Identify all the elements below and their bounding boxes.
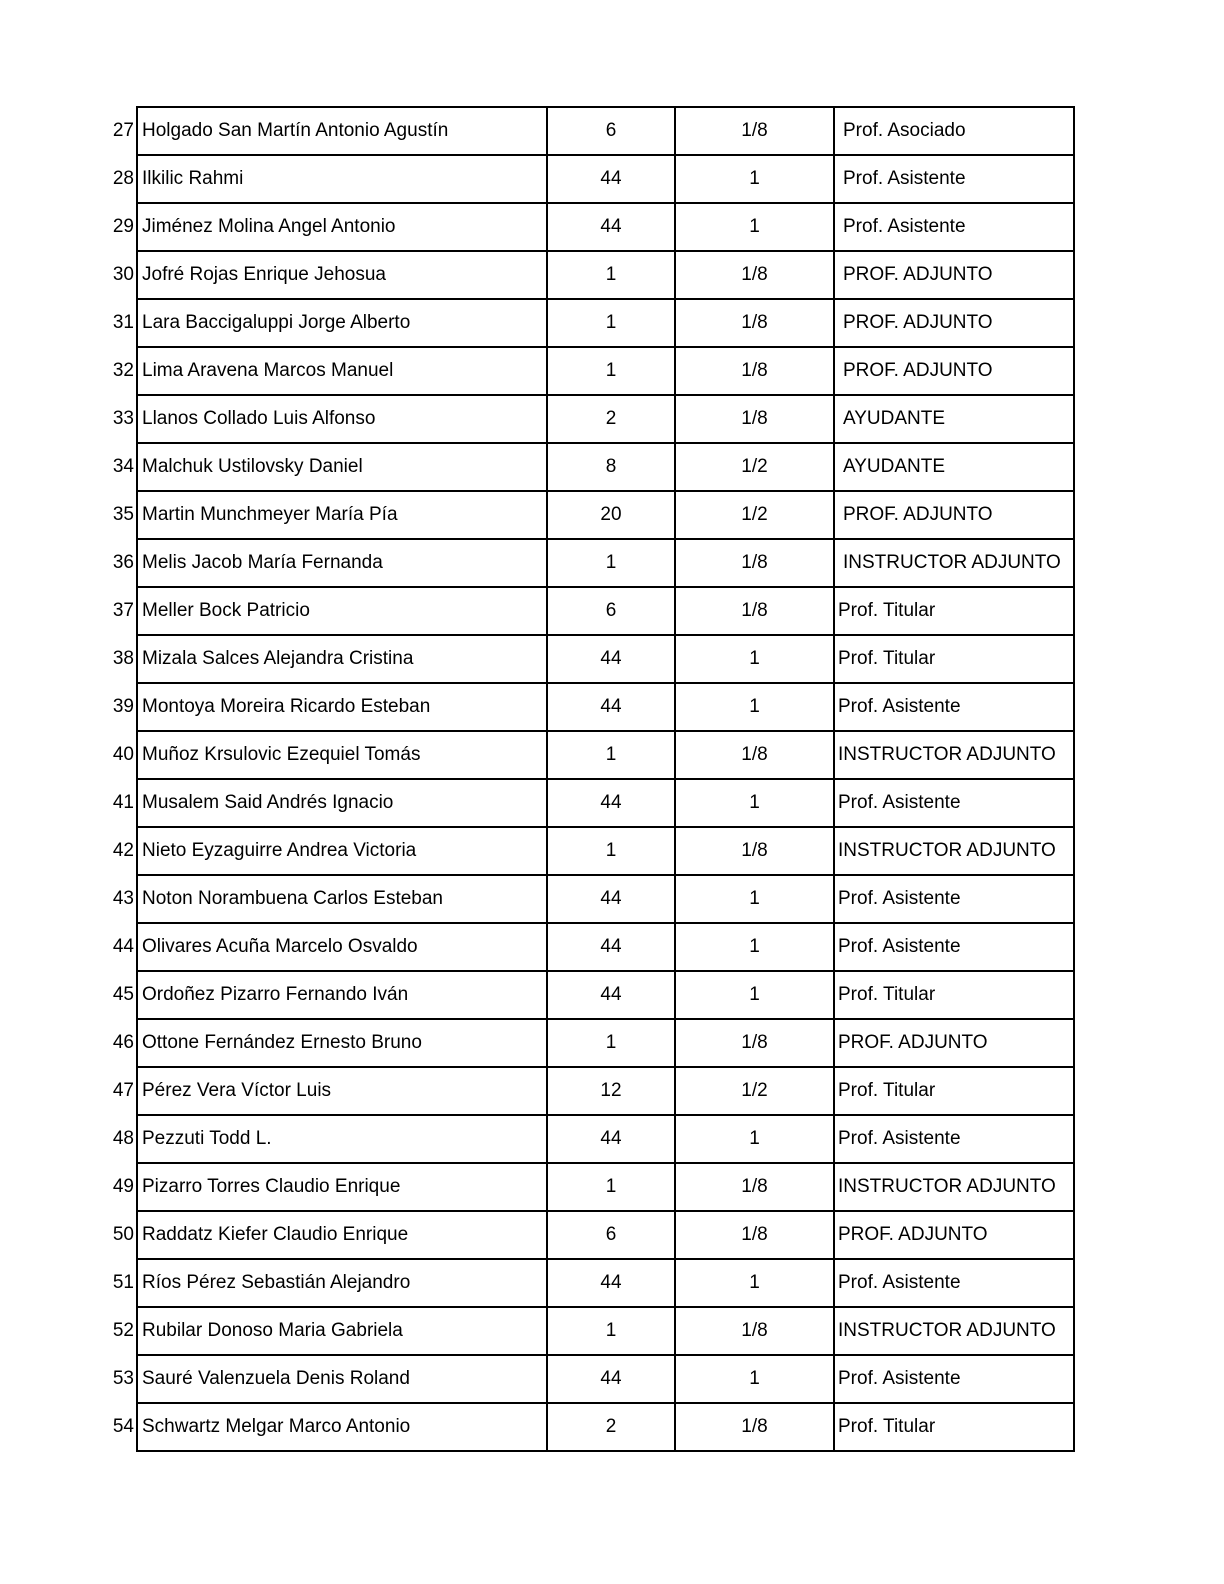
table-row <box>103 875 1074 923</box>
rank-label: Prof. Asistente <box>838 1368 961 1389</box>
hours-cell: 1 <box>547 1163 675 1211</box>
hours-cell: 44 <box>547 779 675 827</box>
rank-label: INSTRUCTOR ADJUNTO <box>843 552 1061 573</box>
jornada-cell: 1/8 <box>675 1019 834 1067</box>
person-name-cell: Ilkilic Rahmi <box>137 155 547 203</box>
hours-cell: 1 <box>547 299 675 347</box>
row-number: 42 <box>112 840 134 861</box>
table-row <box>103 443 1074 491</box>
person-name-cell: Pérez Vera Víctor Luis <box>137 1067 547 1115</box>
rank-label: Prof. Asistente <box>838 792 961 813</box>
rank-label: Prof. Asistente <box>843 216 966 237</box>
rank-cell <box>834 1403 1074 1451</box>
hours-cell: 2 <box>547 1403 675 1451</box>
hours-cell: 2 <box>547 395 675 443</box>
table-row <box>103 1211 1074 1259</box>
person-name-cell: Muñoz Krsulovic Ezequiel Tomás <box>137 731 547 779</box>
faculty-table-body <box>103 107 1074 1451</box>
person-name-cell: Pizarro Torres Claudio Enrique <box>137 1163 547 1211</box>
person-name-cell: Llanos Collado Luis Alfonso <box>137 395 547 443</box>
table-row <box>103 1115 1074 1163</box>
row-number: 49 <box>112 1176 134 1197</box>
jornada-cell: 1/8 <box>675 1211 834 1259</box>
rank-cell <box>834 923 1074 971</box>
jornada-cell: 1/8 <box>675 299 834 347</box>
table-row <box>103 683 1074 731</box>
rank-cell <box>834 1067 1074 1115</box>
row-number: 30 <box>112 264 134 285</box>
person-name-cell: Lima Aravena Marcos Manuel <box>137 347 547 395</box>
person-name-cell: Malchuk Ustilovsky Daniel <box>137 443 547 491</box>
table-row <box>103 299 1074 347</box>
jornada-cell: 1 <box>675 875 834 923</box>
person-name-cell: Lara Baccigaluppi Jorge Alberto <box>137 299 547 347</box>
hours-cell: 44 <box>547 875 675 923</box>
table-row <box>103 1163 1074 1211</box>
jornada-cell: 1 <box>675 635 834 683</box>
jornada-cell: 1/8 <box>675 827 834 875</box>
rank-cell <box>834 683 1074 731</box>
rank-label: Prof. Asistente <box>843 168 966 189</box>
row-number: 36 <box>112 552 134 573</box>
rank-label: Prof. Asistente <box>838 936 961 957</box>
row-number: 41 <box>112 792 134 813</box>
rank-cell <box>834 827 1074 875</box>
rank-label: INSTRUCTOR ADJUNTO <box>838 1176 1056 1197</box>
faculty-table <box>103 106 1075 1452</box>
row-number: 45 <box>112 984 134 1005</box>
table-row <box>103 203 1074 251</box>
person-name-cell: Noton Norambuena Carlos Esteban <box>137 875 547 923</box>
person-name-cell: Meller Bock Patricio <box>137 587 547 635</box>
row-number: 53 <box>112 1368 134 1389</box>
rank-cell <box>834 1211 1074 1259</box>
hours-cell: 6 <box>547 587 675 635</box>
hours-cell: 44 <box>547 1115 675 1163</box>
rank-label: PROF. ADJUNTO <box>843 312 993 333</box>
rank-label: PROF. ADJUNTO <box>843 264 993 285</box>
table-row <box>103 347 1074 395</box>
hours-cell: 1 <box>547 1019 675 1067</box>
hours-cell: 6 <box>547 107 675 155</box>
row-number: 39 <box>112 696 134 717</box>
rank-label: Prof. Asistente <box>838 696 961 717</box>
rank-cell <box>834 443 1074 491</box>
hours-cell: 8 <box>547 443 675 491</box>
table-row <box>103 1019 1074 1067</box>
rank-cell <box>834 1307 1074 1355</box>
hours-cell: 44 <box>547 635 675 683</box>
table-row <box>103 1307 1074 1355</box>
person-name-cell: Musalem Said Andrés Ignacio <box>137 779 547 827</box>
jornada-cell: 1 <box>675 683 834 731</box>
jornada-cell: 1/8 <box>675 347 834 395</box>
person-name-cell: Jofré Rojas Enrique Jehosua <box>137 251 547 299</box>
rank-label: INSTRUCTOR ADJUNTO <box>838 1320 1056 1341</box>
row-number: 28 <box>112 168 134 189</box>
rank-label: Prof. Titular <box>838 600 936 621</box>
hours-cell: 44 <box>547 1355 675 1403</box>
rank-cell <box>834 635 1074 683</box>
row-number: 44 <box>112 936 134 957</box>
rank-cell <box>834 539 1074 587</box>
row-number: 50 <box>112 1224 134 1245</box>
hours-cell: 1 <box>547 539 675 587</box>
hours-cell: 44 <box>547 155 675 203</box>
person-name-cell: Raddatz Kiefer Claudio Enrique <box>137 1211 547 1259</box>
table-row <box>103 155 1074 203</box>
table-row <box>103 1259 1074 1307</box>
person-name-cell: Jiménez Molina Angel Antonio <box>137 203 547 251</box>
rank-label: Prof. Asistente <box>838 888 961 909</box>
rank-cell <box>834 875 1074 923</box>
jornada-cell: 1/8 <box>675 251 834 299</box>
jornada-cell: 1/8 <box>675 587 834 635</box>
person-name-cell: Schwartz Melgar Marco Antonio <box>137 1403 547 1451</box>
row-number: 31 <box>112 312 134 333</box>
person-name-cell: Pezzuti Todd L. <box>137 1115 547 1163</box>
jornada-cell: 1/2 <box>675 1067 834 1115</box>
rank-cell <box>834 587 1074 635</box>
person-name-cell: Ordoñez Pizarro Fernando Iván <box>137 971 547 1019</box>
rank-cell <box>834 731 1074 779</box>
table-row <box>103 491 1074 539</box>
person-name-cell: Nieto Eyzaguirre Andrea Victoria <box>137 827 547 875</box>
hours-cell: 1 <box>547 251 675 299</box>
rank-label: Prof. Asistente <box>838 1128 961 1149</box>
hours-cell: 44 <box>547 923 675 971</box>
jornada-cell: 1/8 <box>675 539 834 587</box>
row-number: 32 <box>112 360 134 381</box>
jornada-cell: 1/8 <box>675 1403 834 1451</box>
rank-cell <box>834 1355 1074 1403</box>
jornada-cell: 1 <box>675 155 834 203</box>
row-number: 52 <box>112 1320 134 1341</box>
hours-cell: 20 <box>547 491 675 539</box>
row-number: 54 <box>112 1416 134 1437</box>
person-name-cell: Olivares Acuña Marcelo Osvaldo <box>137 923 547 971</box>
person-name-cell: Montoya Moreira Ricardo Esteban <box>137 683 547 731</box>
table-row <box>103 1067 1074 1115</box>
rank-label: AYUDANTE <box>843 456 946 477</box>
table-row <box>103 731 1074 779</box>
row-number: 38 <box>112 648 134 669</box>
table-row <box>103 635 1074 683</box>
rank-cell <box>834 107 1074 155</box>
rank-label: Prof. Titular <box>838 648 936 669</box>
rank-cell <box>834 395 1074 443</box>
rank-label: Prof. Titular <box>838 1416 936 1437</box>
hours-cell: 44 <box>547 683 675 731</box>
table-row <box>103 107 1074 155</box>
rank-cell <box>834 347 1074 395</box>
rank-label: INSTRUCTOR ADJUNTO <box>838 744 1056 765</box>
jornada-cell: 1/8 <box>675 107 834 155</box>
person-name-cell: Ríos Pérez Sebastián Alejandro <box>137 1259 547 1307</box>
rank-label: PROF. ADJUNTO <box>843 360 993 381</box>
table-row <box>103 923 1074 971</box>
rank-label: PROF. ADJUNTO <box>843 504 993 525</box>
person-name-cell: Ottone Fernández Ernesto Bruno <box>137 1019 547 1067</box>
jornada-cell: 1/8 <box>675 1163 834 1211</box>
hours-cell: 44 <box>547 203 675 251</box>
person-name-cell: Sauré Valenzuela Denis Roland <box>137 1355 547 1403</box>
rank-cell <box>834 299 1074 347</box>
rank-cell <box>834 155 1074 203</box>
rank-label: Prof. Asociado <box>843 120 966 141</box>
rank-cell <box>834 971 1074 1019</box>
table-row <box>103 251 1074 299</box>
hours-cell: 12 <box>547 1067 675 1115</box>
row-number: 43 <box>112 888 134 909</box>
table-row <box>103 1403 1074 1451</box>
jornada-cell: 1 <box>675 1115 834 1163</box>
rank-label: Prof. Titular <box>838 984 936 1005</box>
hours-cell: 1 <box>547 347 675 395</box>
hours-cell: 1 <box>547 1307 675 1355</box>
hours-cell: 44 <box>547 971 675 1019</box>
rank-cell <box>834 251 1074 299</box>
rank-label: INSTRUCTOR ADJUNTO <box>838 840 1056 861</box>
table-row <box>103 395 1074 443</box>
jornada-cell: 1 <box>675 1355 834 1403</box>
jornada-cell: 1/8 <box>675 731 834 779</box>
rank-cell <box>834 779 1074 827</box>
jornada-cell: 1/8 <box>675 395 834 443</box>
row-number: 37 <box>112 600 134 621</box>
jornada-cell: 1/2 <box>675 443 834 491</box>
rank-cell <box>834 491 1074 539</box>
rank-label: AYUDANTE <box>843 408 946 429</box>
row-number: 48 <box>112 1128 134 1149</box>
rank-label: PROF. ADJUNTO <box>838 1224 988 1245</box>
row-number: 40 <box>112 744 134 765</box>
table-row <box>103 1355 1074 1403</box>
table-row <box>103 587 1074 635</box>
rank-label: Prof. Asistente <box>838 1272 961 1293</box>
rank-cell <box>834 1115 1074 1163</box>
jornada-cell: 1 <box>675 779 834 827</box>
row-number: 34 <box>112 456 134 477</box>
person-name-cell: Holgado San Martín Antonio Agustín <box>137 107 547 155</box>
row-number: 46 <box>112 1032 134 1053</box>
row-number: 35 <box>112 504 134 525</box>
hours-cell: 1 <box>547 827 675 875</box>
row-number: 47 <box>112 1080 134 1101</box>
rank-cell <box>834 1019 1074 1067</box>
rank-label: Prof. Titular <box>838 1080 936 1101</box>
row-number: 33 <box>112 408 134 429</box>
person-name-cell: Mizala Salces Alejandra Cristina <box>137 635 547 683</box>
row-number: 51 <box>112 1272 134 1293</box>
hours-cell: 1 <box>547 731 675 779</box>
table-row <box>103 539 1074 587</box>
row-number: 27 <box>112 120 134 141</box>
person-name-cell: Martin Munchmeyer María Pía <box>137 491 547 539</box>
rank-cell <box>834 1259 1074 1307</box>
row-number: 29 <box>112 216 134 237</box>
jornada-cell: 1/8 <box>675 1307 834 1355</box>
rank-label: PROF. ADJUNTO <box>838 1032 988 1053</box>
jornada-cell: 1 <box>675 971 834 1019</box>
jornada-cell: 1 <box>675 923 834 971</box>
hours-cell: 6 <box>547 1211 675 1259</box>
jornada-cell: 1 <box>675 1259 834 1307</box>
rank-cell <box>834 203 1074 251</box>
jornada-cell: 1 <box>675 203 834 251</box>
table-row <box>103 971 1074 1019</box>
table-row <box>103 827 1074 875</box>
person-name-cell: Melis Jacob María Fernanda <box>137 539 547 587</box>
table-row <box>103 779 1074 827</box>
person-name-cell: Rubilar Donoso Maria Gabriela <box>137 1307 547 1355</box>
jornada-cell: 1/2 <box>675 491 834 539</box>
hours-cell: 44 <box>547 1259 675 1307</box>
rank-cell <box>834 1163 1074 1211</box>
